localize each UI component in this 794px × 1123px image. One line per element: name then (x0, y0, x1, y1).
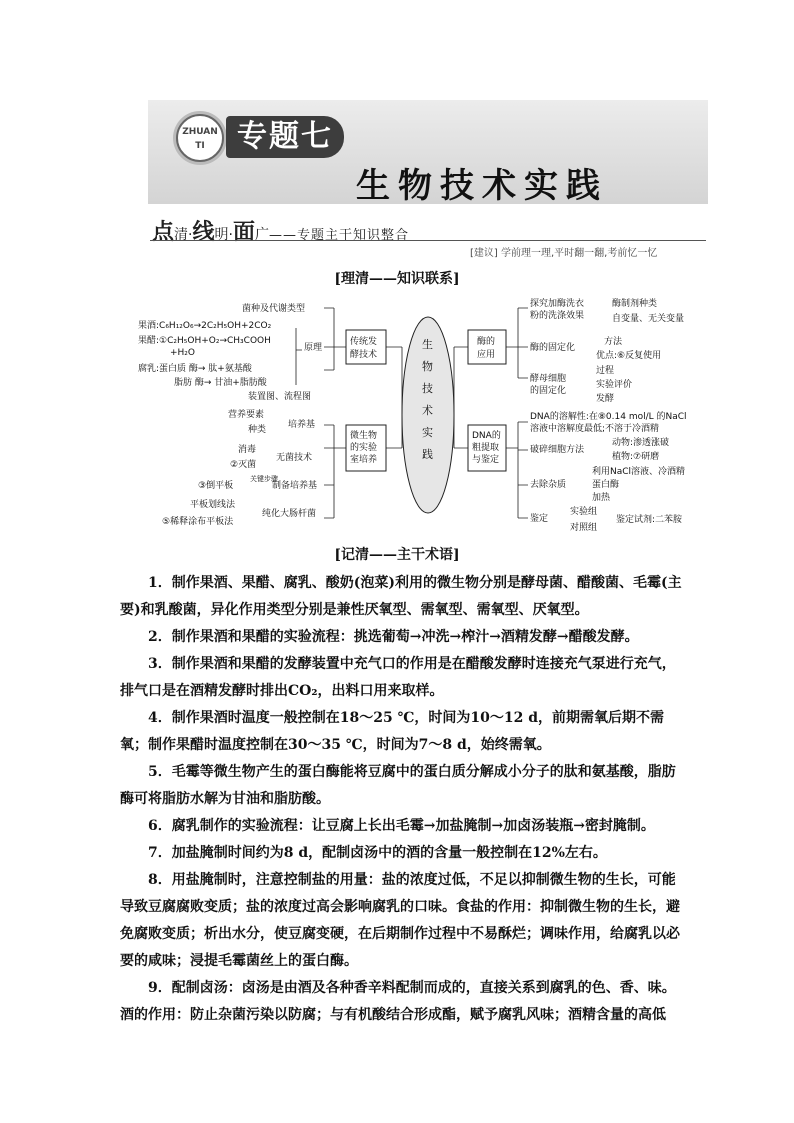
l-item12: 无菌技术 (276, 453, 313, 463)
center-char-3: 技 (422, 382, 433, 395)
left-box2-line3: 室培养 (350, 455, 378, 465)
paragraph-2: 2．制作果酒和果醋的实验流程：挑选葡萄→冲洗→榨汁→酒精发酵→醋酸发酵。 (148, 629, 639, 645)
r-item6: 优点:⑥反复使用 (596, 351, 662, 361)
badge-line1: ZHUAN (182, 127, 218, 137)
right-box1-line1: 酶的 (477, 337, 496, 347)
center-char-1: 生 (422, 338, 433, 351)
sub-head-tail: ——专题主干知识整合 (268, 228, 409, 243)
l-item7: 营养要素 (228, 410, 265, 420)
sub-head-c2: 线 (192, 220, 215, 245)
zhuanti-badge (176, 114, 224, 162)
section-subheading (152, 215, 409, 246)
r-item8: 过程 (596, 366, 615, 376)
right-box2-line3: 与鉴定 (472, 455, 500, 465)
l-item16: ⑤稀释涂布平板法 (162, 517, 234, 527)
section-title-terms: [记清——主干术语] (334, 547, 460, 563)
topic-tag: 专题七 (226, 116, 344, 158)
l-item2: 果酒:C₆H₁₂O₆→2C₂H₅OH+2CO₂ (138, 321, 272, 331)
paragraph-9: 9．配制卤汤：卤汤是由酒及各种香辛料配制而成的，直接关系到腐乳的色、香、味。酒的作用：防止杂菌污染以防腐；与有机酸结合形成酯，赋予腐乳风味；酒精含量的高低 (120, 980, 676, 1023)
l-item1: 菌种及代谢类型 (242, 304, 306, 314)
r-item16: 利用NaCl溶液、冷酒精 (592, 467, 686, 477)
r-item15: 去除杂质 (530, 480, 567, 490)
r-item13: 动物:渗透涨破 (612, 438, 670, 448)
right-branch1-lines (506, 308, 528, 378)
center-char-2: 物 (422, 360, 433, 373)
l-item5: 脂肪 酶→ 甘油+脂肪酸 (174, 378, 267, 388)
r-item2: 酶制剂种类 (612, 299, 658, 309)
l-item4: 腐乳:蛋白质 酶→ 肽+氨基酸 (138, 364, 252, 374)
r-item12: 破碎细胞方法 (530, 445, 585, 455)
l-item6: 装置图、流程图 (248, 392, 312, 402)
right-box2-line1: DNA的 (472, 431, 501, 441)
sub-head-c1: 点 (152, 220, 175, 245)
r-item21: 对照组 (570, 523, 598, 533)
l-item9: 培养基 (288, 420, 316, 430)
sub-head-s2: 明· (214, 227, 233, 243)
left-box1-line2: 酵技术 (350, 350, 378, 360)
r-item18: 加热 (592, 493, 611, 503)
paragraph-1: 1．制作果酒、果醋、腐乳、酸奶(泡菜)利用的微生物分别是酵母菌、醋酸菌、毛霉(主要)和乳酸菌，异化作用类型分别是兼性厌氧型、需氧型、需氧型、厌氧型。 (120, 575, 682, 618)
l-item14: 制备培养基 (272, 481, 318, 491)
r-item10: 发酵 (596, 394, 615, 404)
paragraph-7: 7．加盐腌制时间约为8 d，配制卤汤中的酒的含量一般控制在12%左右。 (148, 845, 607, 861)
right-box2-line2: 粗提取 (472, 443, 500, 453)
paragraph-4: 4．制作果酒时温度一般控制在18～25 ℃，时间为10～12 d，前期需氧后期不需氧；制作果醋时温度控制在30～35 ℃，时间为7～8 d，始终需氧。 (120, 710, 664, 753)
badge-line2: TI (195, 141, 205, 151)
center-left-bracket (386, 347, 402, 448)
r-item3: 自变量、无关变量 (612, 314, 685, 324)
r-item20: 实验组 (570, 507, 598, 517)
center-right-bracket (454, 347, 468, 448)
subheading-divider (150, 240, 706, 241)
r-item4: 酶的固定化 (530, 343, 576, 353)
r-item5: 方法 (604, 337, 623, 347)
left-branch1-lines (324, 308, 346, 370)
study-hint: [建议] 学前理一理,平时翻一翻,考前忆一忆 (470, 248, 658, 259)
l-item10: 消毒 (238, 445, 257, 455)
section-title-connections: [理清——知识联系] (334, 271, 460, 287)
l-item3b: +H₂O (170, 348, 196, 358)
left-box2-line2: 的实验 (350, 443, 378, 453)
paragraph-3: 3．制作果酒和果醋的发酵装置中充气口的作用是在醋酸发酵时连接充气泵进行充气，排气口是在酒精发酵时排出CO₂，出料口用来取样。 (120, 656, 676, 699)
sub-head-s3: 广 (254, 227, 269, 243)
center-char-4: 术 (422, 404, 433, 417)
center-char-5: 实 (422, 426, 433, 439)
l-item8: 种类 (248, 425, 267, 435)
center-char-6: 践 (422, 448, 433, 461)
knowledge-diagram (138, 290, 698, 540)
sub-head-c3: 面 (232, 220, 255, 245)
principle-bracket (296, 328, 302, 385)
left-box1-line1: 传统发 (350, 337, 378, 347)
r-item7: 酵母细胞 (530, 374, 567, 384)
l-item3c: 原理 (304, 343, 323, 353)
l-item17: 纯化大肠杆菌 (262, 509, 317, 519)
r-item17: 蛋白酶 (592, 480, 620, 490)
right-branch2-lines (506, 422, 528, 518)
left-box2-line1: 微生物 (350, 431, 378, 441)
r-item19: 鉴定 (530, 514, 549, 524)
sub-head-s1: 清· (174, 227, 193, 243)
r-item1b: 粉的洗涤效果 (530, 311, 585, 321)
l-item15: 平板划线法 (190, 500, 236, 510)
l-item3: 果醋:①C₂H₅OH+O₂→CH₃COOH (138, 336, 271, 346)
r-item9: 实验评价 (596, 380, 633, 390)
topic-title: 生物技术实践 (356, 166, 608, 206)
r-item7b: 的固定化 (530, 386, 567, 396)
paragraph-6: 6．腐乳制作的实验流程：让豆腐上长出毛霉→加盐腌制→加卤汤装瓶→密封腌制。 (148, 818, 655, 834)
r-item1: 探究加酶洗衣 (530, 299, 585, 309)
l-item11: ②灭菌 (230, 460, 257, 470)
paragraph-5: 5．毛霉等微生物产生的蛋白酶能将豆腐中的蛋白质分解成小分子的肽和氨基酸，脂肪酶可将脂肪水解为甘油和脂肪酸。 (120, 764, 676, 807)
paragraph-8: 8．用盐腌制时，注意控制盐的用量：盐的浓度过低，不足以抑制微生物的生长，可能导致豆腐腐败变质；盐的浓度过高会影响腐乳的口味。食盐的作用：抑制微生物的生长，避免腐败变质；析出水分，使豆腐变硬，在后期制作过程中不易酥烂；调味作用，给腐乳以必要的咸味；浸提毛霉菌丝上的蛋白酶。 (120, 872, 680, 969)
r-item11b: 溶液中溶解度最低;不溶于冷酒精 (530, 424, 660, 434)
r-item14: 植物:⑦研磨 (612, 452, 660, 462)
r-item11: DNA的溶解性:在⑧0.14 mol/L 的NaCl (530, 412, 687, 422)
r-item22: 鉴定试剂:二苯胺 (616, 515, 683, 525)
l-item13: ③倒平板 (198, 481, 234, 491)
right-box1-line2: 应用 (477, 350, 496, 360)
left-branch2-lines (324, 425, 346, 518)
l-item13b: 关键步骤 (250, 475, 278, 483)
